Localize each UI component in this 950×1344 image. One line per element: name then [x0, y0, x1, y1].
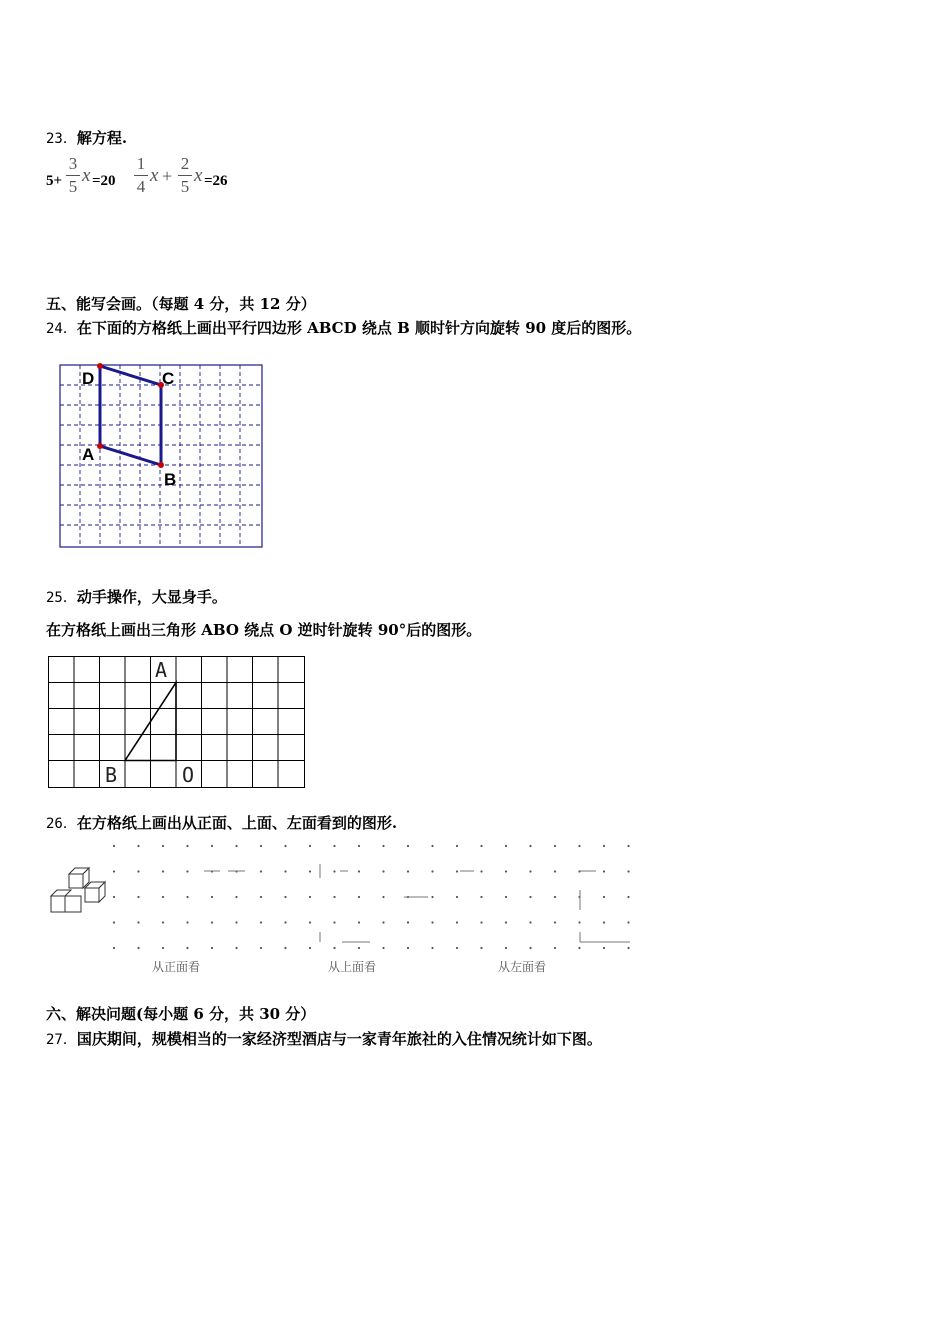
- grid-dot: [284, 845, 286, 847]
- grid-dot: [627, 896, 629, 898]
- q25-text: 在方格纸上画出三角形 ABO 绕点 O 逆时针旋转 90°后的图形。: [46, 621, 482, 639]
- q25-heading: [46, 587, 227, 608]
- q23-heading: [46, 128, 127, 149]
- grid-dot: [113, 845, 115, 847]
- q24-heading: [46, 318, 641, 339]
- grid-dot: [186, 947, 188, 949]
- grid-dot: [309, 870, 311, 872]
- eq1-suffix: =20: [92, 173, 116, 189]
- q25-number: 25．: [46, 590, 77, 606]
- eq2-suffix: =26: [204, 173, 228, 189]
- grid-dot: [529, 947, 531, 949]
- q26-dot-grid: [110, 840, 635, 952]
- grid-dot: [137, 845, 139, 847]
- grid-dot: [137, 896, 139, 898]
- grid-dot: [358, 896, 360, 898]
- grid-dot: [113, 947, 115, 949]
- point-a: [97, 443, 103, 449]
- point-d: [97, 363, 103, 369]
- grid-dot: [407, 845, 409, 847]
- grid-dot: [554, 845, 556, 847]
- eq2-var-1: x: [150, 165, 159, 186]
- grid-dot: [235, 947, 237, 949]
- label-b: B: [164, 470, 177, 489]
- grid-dot: [382, 845, 384, 847]
- q25-grid-figure: [47, 655, 307, 791]
- grid-dot: [554, 896, 556, 898]
- eq2-frac1-den: 4: [136, 177, 146, 196]
- grid-dot: [309, 947, 311, 949]
- label-d: D: [82, 369, 95, 388]
- label-a: A: [155, 658, 168, 682]
- grid-dot: [113, 896, 115, 898]
- grid-dot: [456, 870, 458, 872]
- grid-dot: [211, 947, 213, 949]
- grid-dot: [382, 947, 384, 949]
- grid-dot: [162, 921, 164, 923]
- cube-stack-icon: [47, 866, 107, 918]
- grid-dot: [578, 921, 580, 923]
- grid-dot: [603, 921, 605, 923]
- q23-title: 解方程.: [76, 129, 128, 147]
- grid-dot: [333, 896, 335, 898]
- section5-title: 五、能写会画。（每题 4 分，共 12 分）: [46, 295, 316, 313]
- grid-dot: [431, 896, 433, 898]
- grid-dot: [211, 921, 213, 923]
- eq2-frac2-num: 2: [180, 154, 190, 173]
- point-b: [158, 462, 164, 468]
- q24-grid-figure: [58, 362, 266, 552]
- grid-dot: [456, 896, 458, 898]
- grid-dot: [529, 921, 531, 923]
- grid-dot: [162, 947, 164, 949]
- grid-dot: [554, 921, 556, 923]
- eq2-frac2-den: 5: [180, 177, 190, 196]
- grid-dot: [186, 921, 188, 923]
- grid-dot: [603, 947, 605, 949]
- grid-dot: [603, 870, 605, 872]
- q27-number: 27．: [46, 1032, 77, 1048]
- grid-dot: [260, 845, 262, 847]
- grid-dot: [529, 870, 531, 872]
- grid-dot: [260, 870, 262, 872]
- eq2-var-2: x: [194, 165, 203, 186]
- caption-left-view: 从左面看: [498, 960, 547, 974]
- grid-dot: [358, 845, 360, 847]
- parallelogram-abcd: [100, 366, 161, 465]
- grid-dot: [309, 921, 311, 923]
- grid-dot: [186, 896, 188, 898]
- grid-dot: [456, 947, 458, 949]
- grid-dot: [333, 947, 335, 949]
- grid-dot: [505, 947, 507, 949]
- grid-dot: [505, 845, 507, 847]
- caption-top-view: 从上面看: [328, 960, 377, 974]
- grid-dot: [211, 896, 213, 898]
- q24-number: 24．: [46, 321, 77, 337]
- grid-dot: [529, 896, 531, 898]
- grid-dot: [480, 947, 482, 949]
- caption-front-view: 从正面看: [152, 960, 201, 974]
- q24-text: 在下面的方格纸上画出平行四边形 ABCD 绕点 B 顺时针方向旋转 90 度后的图形。: [76, 319, 642, 337]
- grid-dot: [235, 896, 237, 898]
- label-a: A: [82, 445, 95, 464]
- eq2-plus: +: [162, 166, 173, 186]
- eq1-fraction: [66, 154, 80, 197]
- grid-dot: [284, 896, 286, 898]
- label-c: C: [162, 369, 175, 388]
- eq1-frac-den: 5: [68, 177, 78, 196]
- grid-dot: [284, 870, 286, 872]
- grid-dot: [603, 845, 605, 847]
- grid-dot: [480, 845, 482, 847]
- grid-dot: [554, 870, 556, 872]
- grid-dot: [186, 845, 188, 847]
- eq2-frac1-num: 1: [136, 154, 146, 173]
- grid-dot: [137, 870, 139, 872]
- q27-heading: [46, 1029, 602, 1050]
- grid-dot: [431, 947, 433, 949]
- grid-dot: [309, 896, 311, 898]
- grid-dot: [260, 921, 262, 923]
- eq1-var: x: [82, 165, 91, 186]
- q25-title: 动手操作，大显身手。: [76, 588, 227, 606]
- label-b: B: [105, 763, 118, 787]
- grid-dot: [333, 845, 335, 847]
- grid-dot: [480, 921, 482, 923]
- grid-dot: [480, 896, 482, 898]
- grid-dot: [554, 947, 556, 949]
- eq1-prefix: 5+: [46, 173, 63, 189]
- grid-dot: [137, 921, 139, 923]
- grid-dot: [407, 947, 409, 949]
- grid-dot: [407, 921, 409, 923]
- grid-dot: [113, 870, 115, 872]
- eq2-fraction-1: [134, 154, 148, 197]
- q23-number: 23．: [46, 131, 77, 147]
- grid-dot: [162, 870, 164, 872]
- grid-dot: [431, 870, 433, 872]
- grid-dot: [480, 870, 482, 872]
- grid-dot: [578, 845, 580, 847]
- grid-dot: [284, 921, 286, 923]
- q26-number: 26．: [46, 816, 77, 832]
- grid-dot: [627, 870, 629, 872]
- grid-dot: [137, 947, 139, 949]
- grid-dot: [211, 845, 213, 847]
- grid-dot: [627, 921, 629, 923]
- grid-dot: [431, 845, 433, 847]
- grid-dot: [358, 947, 360, 949]
- grid-dot: [113, 921, 115, 923]
- grid-dot: [505, 870, 507, 872]
- grid-dot: [627, 947, 629, 949]
- grid-dot: [284, 947, 286, 949]
- grid-dot: [235, 921, 237, 923]
- grid-dot: [627, 845, 629, 847]
- grid-dot: [358, 921, 360, 923]
- grid-dot: [186, 870, 188, 872]
- q27-text: 国庆期间，规模相当的一家经济型酒店与一家青年旅社的入住情况统计如下图。: [76, 1030, 602, 1048]
- grid-dot: [333, 870, 335, 872]
- eq2-fraction-2: [178, 154, 192, 197]
- grid-dot: [529, 845, 531, 847]
- grid-dot: [333, 921, 335, 923]
- grid-dot: [456, 921, 458, 923]
- grid-dot: [578, 947, 580, 949]
- grid-dot: [382, 896, 384, 898]
- grid-dot: [382, 870, 384, 872]
- grid-dot: [505, 896, 507, 898]
- grid-dot: [358, 870, 360, 872]
- grid-dot: [162, 896, 164, 898]
- grid-dot: [260, 896, 262, 898]
- eq1-frac-num: 3: [68, 154, 78, 173]
- label-o: O: [182, 763, 195, 787]
- grid-dot: [603, 896, 605, 898]
- grid-dot: [407, 870, 409, 872]
- grid-dot: [382, 921, 384, 923]
- q26-text: 在方格纸上画出从正面、上面、左面看到的图形.: [76, 814, 398, 832]
- grid-dot: [431, 921, 433, 923]
- grid-dot: [309, 845, 311, 847]
- grid-dot: [235, 845, 237, 847]
- grid-dot: [456, 845, 458, 847]
- grid-dot: [260, 947, 262, 949]
- grid-dot: [162, 845, 164, 847]
- q26-heading: [46, 813, 397, 834]
- grid-dot: [505, 921, 507, 923]
- section6-title: 六、解决问题(每小题 6 分，共 30 分）: [46, 1005, 316, 1023]
